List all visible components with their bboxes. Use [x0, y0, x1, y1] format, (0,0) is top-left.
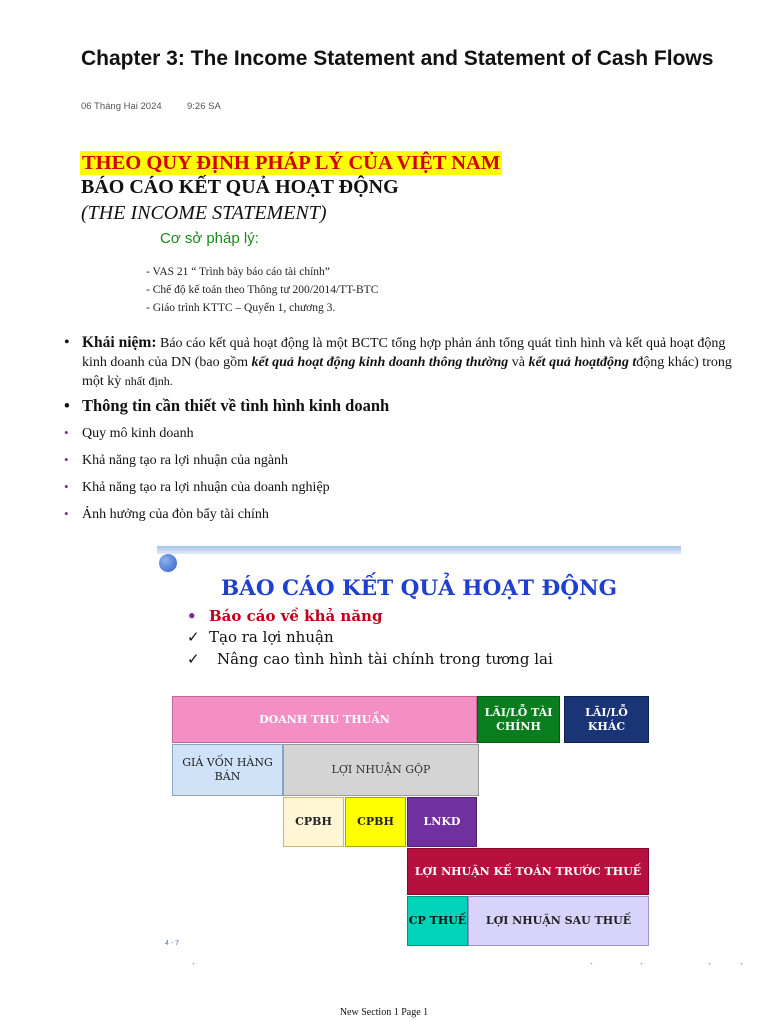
checkmark-icon: ✓: [187, 650, 200, 668]
concept-text: Báo cáo kết quả hoạt động là một BCTC tổng hợp phản ánh tổng quát tình hình và kết quả hoạt động kinh doanh của DN (bao gồm: [82, 336, 726, 370]
box-lai-lo-tai-chinh: LÃI/LỖ TÀI CHÍNH: [477, 696, 560, 743]
slide-line-text: Báo cáo về khả năng: [209, 607, 383, 625]
info-item-label: Ảnh hưởng của đòn bẩy tài chính: [82, 507, 269, 522]
legal-basis-label: Cơ sở pháp lý:: [160, 230, 259, 247]
box-cpbh-2: CPBH: [345, 797, 406, 847]
box-lnkd: LNKD: [407, 797, 477, 847]
info-heading-label: Thông tin cần thiết về tình hình kinh doanh: [82, 396, 390, 415]
info-heading: [64, 396, 389, 416]
info-item-label: Khả năng tạo ra lợi nhuận của doanh nghiệp: [82, 480, 330, 495]
page-footer: New Section 1 Page 1: [339, 1007, 429, 1018]
bullet-icon: •: [64, 396, 70, 415]
box-loi-nhuan-truoc-thue: LỢI NHUẬN KẾ TOÁN TRƯỚC THUẾ: [407, 848, 649, 895]
legal-heading: THEO QUY ĐỊNH PHÁP LÝ CỦA VIỆT NAM: [82, 152, 501, 174]
concept-emphasis: kết quả hoạt động kinh doanh thông thường: [251, 355, 509, 370]
bullet-icon: •: [64, 452, 69, 467]
info-item: [64, 479, 330, 496]
legal-basis-item: - VAS 21 “ Trình bày báo cáo tài chính”: [146, 266, 330, 278]
bullet-icon: •: [64, 479, 69, 494]
info-item: [64, 506, 269, 523]
slide-number: 4 - 7: [165, 940, 180, 947]
info-item: [64, 452, 288, 469]
box-loi-nhuan-sau-thue: LỢI NHUẬN SAU THUẾ: [468, 896, 649, 946]
concept-paragraph: [64, 333, 748, 391]
box-loi-nhuan-gop: LỢI NHUẬN GỘP: [283, 744, 479, 796]
slide-decor-dot-icon: [159, 554, 177, 572]
scan-mark: `: [640, 962, 643, 972]
slide-line: [187, 650, 553, 668]
bullet-icon: •: [64, 506, 69, 521]
box-lai-lo-khac: LÃI/LỖ KHÁC: [564, 696, 649, 743]
info-item: [64, 425, 194, 442]
bullet-icon: •: [64, 334, 70, 351]
box-gia-von-hang-ban: GIÁ VỐN HÀNG BÁN: [172, 744, 283, 796]
page-time: 9:26 SA: [187, 101, 221, 112]
legal-basis-item: - Chế độ kế toán theo Thông tư 200/2014/TT-BTC: [146, 284, 379, 296]
slide-line-text: Nâng cao tình hình tài chính trong tương lai: [217, 650, 553, 668]
slide-heading: BÁO CÁO KẾT QUẢ HOẠT ĐỘNG: [220, 576, 618, 601]
scan-mark: `: [590, 962, 593, 972]
bullet-icon: •: [187, 607, 197, 625]
concept-text-small: nhất định.: [124, 374, 173, 388]
concept-emphasis: kết quả hoạtđộng t: [528, 355, 637, 370]
bullet-icon: •: [64, 425, 69, 440]
info-item-label: Quy mô kinh doanh: [82, 426, 194, 441]
box-cpbh-1: CPBH: [283, 797, 344, 847]
scan-mark: `: [708, 962, 711, 972]
embedded-slide: [157, 546, 681, 951]
slide-line: [187, 628, 334, 646]
slide-line-text: Tạo ra lợi nhuận: [209, 628, 334, 646]
box-cp-thue: CP THUẾ: [407, 896, 468, 946]
report-subtitle: (THE INCOME STATEMENT): [81, 202, 327, 224]
concept-text: động khác) trong một kỳ: [82, 355, 732, 389]
page-title: Chapter 3: The Income Statement and Statement of Cash Flows: [81, 47, 714, 70]
checkmark-icon: ✓: [187, 628, 200, 646]
concept-term: Khái niệm:: [82, 334, 157, 351]
legal-basis-list: [146, 263, 378, 317]
legal-basis-item: - Giáo trình KTTC – Quyển 1, chương 3.: [146, 302, 336, 314]
report-title: BÁO CÁO KẾT QUẢ HOẠT ĐỘNG: [81, 176, 399, 198]
scan-mark: `: [192, 962, 195, 972]
scan-mark: `: [740, 962, 743, 972]
page-date: 06 Tháng Hai 2024: [81, 101, 162, 112]
concept-text: và: [508, 355, 529, 370]
info-item-label: Khả năng tạo ra lợi nhuận của ngành: [82, 453, 289, 468]
box-doanh-thu-thuan: DOANH THU THUẦN: [172, 696, 477, 743]
slide-line: [187, 607, 382, 625]
slide-top-bar: [157, 546, 681, 554]
